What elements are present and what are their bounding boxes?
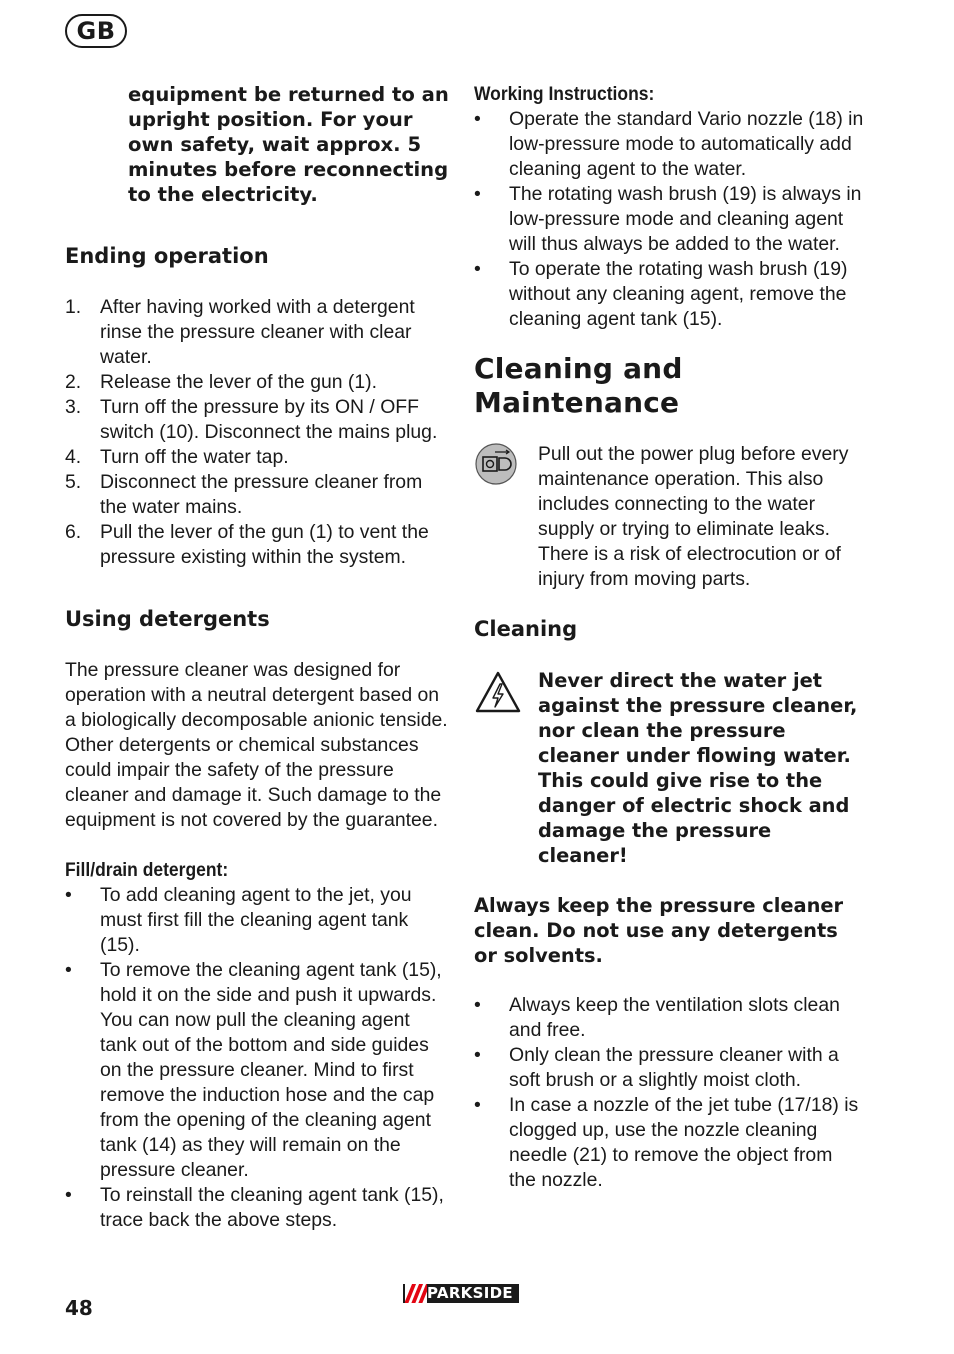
page-number: 48 [65,1296,93,1320]
cleaning-heading: Cleaning [474,617,578,641]
list-item: • To reinstall the cleaning agent tank (15), trace back the above steps. [65,1184,444,1231]
left-column [65,82,450,1233]
plug-note: Pull out the power plug before every maintenance operation. This also includes connecting to the water supply or trying to eliminate leaks. There is a risk of electrocution or of injury from moving parts. [538,443,849,590]
ending-steps-list [65,295,450,570]
working-instructions-heading: Working Instructions: [474,84,655,105]
list-item: • To add cleaning agent to the jet, you must first fill the cleaning agent tank (15). [65,884,412,956]
list-item: 6. Pull the lever of the gun (1) to vent the pressure existing within the system. [65,521,429,568]
list-item: • To remove the cleaning agent tank (15), hold it on the side and push it upwards. You can now pull the cleaning agent tank out of the bottom and side guides on the pressure cleaner. Mind to first remove the induction hose and the cap from the opening of the cleaning agent tank (14) as they will remain on the pressure cleaner. [65,959,442,1181]
working-instructions-list [474,107,864,332]
brand-name: PARKSIDE [427,1284,513,1302]
cleaning-maintenance-heading: Cleaning and Maintenance [474,352,683,419]
brand-logo [403,1284,519,1303]
list-item: • To operate the rotating wash brush (19) without any cleaning agent, remove the cleaning agent tank (15). [474,258,848,330]
cleaning-warning: Never direct the water jet against the pressure cleaner, nor clean the pressure cleaner under flowing water. This could give rise to the danger of electric shock and damage the pressure cleaner! [538,669,858,867]
brand-stripes-icon [405,1284,427,1303]
list-item: • Always keep the ventilation slots clean and free. [474,994,840,1041]
warning-row [474,668,864,868]
list-item: • Only clean the pressure cleaner with a soft brush or a slightly moist cloth. [474,1044,839,1091]
using-detergents-heading: Using detergents [65,607,270,631]
fill-drain-heading: Fill/drain detergent: [65,860,229,881]
list-item: • The rotating wash brush (19) is always in low-pressure mode and cleaning agent will thus always be added to the water. [474,183,862,255]
language-badge: GB [65,14,127,48]
safety-note: equipment be returned to an upright position. For your own safety, wait approx. 5 minutes before reconnecting to the electricity. [128,83,449,206]
plug-note-row [474,442,864,592]
list-item: 5. Disconnect the pressure cleaner from the water mains. [65,471,423,518]
unplug-icon [474,442,518,490]
right-column [474,82,864,1193]
list-item: • Operate the standard Vario nozzle (18) in low-pressure mode to automatically add cleaning agent to the water. [474,108,864,180]
list-item: 3. Turn off the pressure by its ON / OFF switch (10). Disconnect the mains plug. [65,396,438,443]
ending-operation-heading: Ending operation [65,244,269,268]
list-item: 4. Turn off the water tap. [65,446,289,468]
detergents-paragraph: The pressure cleaner was designed for operation with a neutral detergent based on a biologically decomposable anionic tenside. Other detergents or chemical substances could impair the safety of the pressure cleaner and damage it. Such damage to the equipment is not covered by the guarantee. [65,659,448,831]
cleaning-list [474,993,864,1193]
fill-drain-list [65,883,450,1233]
electric-warning-icon [474,670,522,718]
list-item: • In case a nozzle of the jet tube (17/18) is clogged up, use the nozzle cleaning needle (21) to remove the object from the nozzle. [474,1094,859,1191]
list-item: 1. After having worked with a detergent rinse the pressure cleaner with clear water. [65,296,415,368]
keep-clean-note: Always keep the pressure cleaner clean. Do not use any detergents or solvents. [474,894,844,967]
list-item: 2. Release the lever of the gun (1). [65,371,378,393]
